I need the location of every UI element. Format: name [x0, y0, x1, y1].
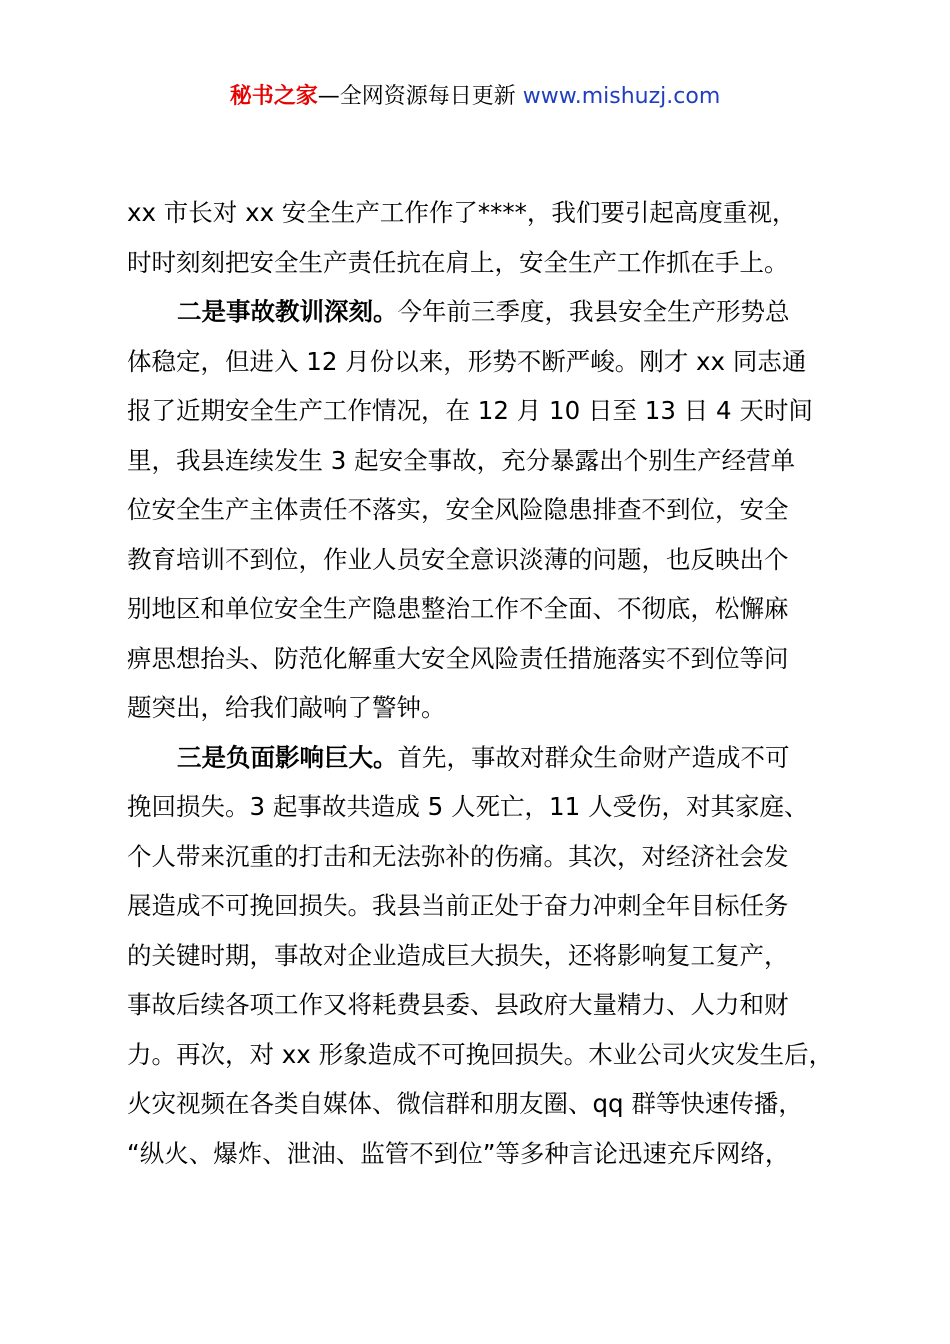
header-slogan: —全网资源每日更新: [317, 84, 516, 109]
text-line: 时时刻刻把安全生产责任抗在肩上，安全生产工作抓在手上。: [127, 247, 789, 277]
text-line: 教育培训不到位，作业人员安全意识淡薄的问题，也反映出个: [127, 544, 789, 574]
document-body: [127, 188, 857, 1178]
text-line: 位安全生产主体责任不落实，安全风险隐患排查不到位，安全: [127, 495, 789, 524]
text-line: 里，我县连续发生 3 起安全事故，充分暴露出个别生产经营单: [127, 445, 796, 475]
text-line: 的关键时期，事故对企业造成巨大损失，还将影响复工复产，: [127, 940, 789, 970]
paragraph-heading: 三是负面影响巨大。: [177, 742, 398, 772]
paragraph-heading: 二是事故教训深刻。: [177, 297, 398, 326]
text-segment: 今年前三季度，我县安全生产形势总: [397, 297, 790, 326]
brand-name: 秘书之家: [229, 84, 318, 109]
text-line: “纵火、爆炸、泄油、监管不到位”等多种言论迅速充斥网络，: [127, 1138, 790, 1168]
text-line: 痹思想抬头、防范化解重大安全风险责任措施落实不到位等问: [127, 643, 789, 673]
text-line: 报了近期安全生产工作情况，在 12 月 10 日至 13 日 4 天时间: [127, 396, 813, 425]
paragraph-1: [127, 188, 857, 287]
text-line: 别地区和单位安全生产隐患整治工作不全面、不彻底，松懈麻: [127, 594, 789, 623]
text-line: 体稳定，但进入 12 月份以来，形势不断严峻。刚才 xx 同志通: [127, 346, 807, 376]
text-line: xx 市长对 xx 安全生产工作作了****，我们要引起高度重视，: [127, 198, 797, 227]
paragraph-first-line: [127, 287, 857, 337]
text-line: 个人带来沉重的打击和无法弥补的伤痛。其次，对经济社会发: [127, 841, 789, 871]
site-url-link[interactable]: www.mishuzj.com: [522, 84, 721, 109]
text-line: 展造成不可挽回损失。我县当前正处于奋力冲刺全年目标任务: [127, 891, 789, 920]
paragraph-2: [127, 287, 857, 733]
text-line: 火灾视频在各类自媒体、微信群和朋友圈、qq 群等快速传播，: [127, 1089, 803, 1118]
paragraph-first-line: [127, 733, 857, 783]
text-line: 挽回损失。3 起事故共造成 5 人死亡，11 人受伤，对其家庭、: [127, 792, 809, 821]
site-header: [0, 82, 950, 112]
paragraph-3: [127, 733, 857, 1179]
text-segment: 首先，事故对群众生命财产造成不可: [397, 742, 790, 772]
text-line: 力。再次，对 xx 形象造成不可挽回损失。木业公司火灾发生后，: [127, 1039, 834, 1069]
text-line: 题突出，给我们敲响了警钟。: [127, 693, 446, 722]
text-line: 事故后续各项工作又将耗费县委、县政府大量精力、人力和财: [127, 990, 789, 1019]
